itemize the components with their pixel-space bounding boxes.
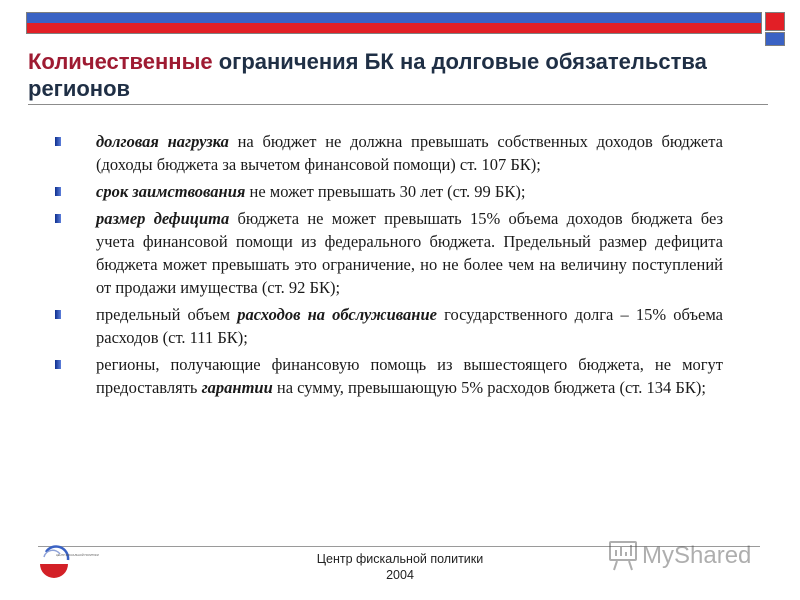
list-item bbox=[55, 207, 723, 299]
footer-org: Центр фискальной политики bbox=[316, 552, 484, 566]
bullet-text bbox=[96, 207, 723, 299]
bullet-lead: регионы, получающие финансовую помощь из вышестоящего бюджета, не могут предоставлять bbox=[96, 355, 723, 397]
bullet-emphasis: гарантии bbox=[201, 378, 273, 397]
logo-caption: ЦЕНТР ФИСКАЛЬНОЙ ПОЛИТИКИ bbox=[56, 554, 99, 557]
bullet-emphasis: размер дефицита bbox=[96, 209, 230, 228]
bullet-body: на бюджет не должна превышать собственных доходов бюджета (доходы бюджета за вычетом финансовой помощи) ст. 107 БК); bbox=[96, 132, 723, 174]
title-rest: ограничения БК на долговые обязательства регионов bbox=[28, 49, 707, 101]
bullet-lead: предельный объем bbox=[96, 305, 238, 324]
bullet-body: на сумму, превышающую 5% расходов бюджета (ст. 134 БК); bbox=[272, 378, 706, 397]
bullet-body: бюджета не может превышать 15% объема доходов бюджета без учета финансовой помощи из федерального бюджета. Предельный размер дефицита бюджета может превышать это ограничение, но не более чем на величину поступлений от продажи имущества (ст. 92 БК); bbox=[96, 209, 723, 297]
bullet-emphasis: расходов на обслуживание bbox=[237, 305, 437, 324]
bullet-marker-icon bbox=[55, 214, 61, 223]
list-item bbox=[55, 303, 723, 349]
bullet-list bbox=[55, 130, 723, 403]
bullet-text bbox=[96, 180, 723, 203]
watermark-text: MyShared bbox=[642, 542, 752, 569]
bullet-marker-icon bbox=[55, 187, 61, 196]
bullet-text bbox=[96, 303, 723, 349]
list-item bbox=[55, 353, 723, 399]
bullet-body: государственного долга – 15% объема расходов (ст. 111 БК); bbox=[96, 305, 723, 347]
list-item bbox=[55, 180, 723, 203]
bullet-text bbox=[96, 130, 723, 176]
top-corner-blue-block bbox=[765, 32, 785, 46]
watermark-logo bbox=[608, 536, 768, 576]
slide-title bbox=[28, 48, 728, 102]
top-decorative-band bbox=[26, 12, 762, 34]
bullet-emphasis: срок заимствования bbox=[96, 182, 246, 201]
bullet-marker-icon bbox=[55, 310, 61, 319]
footer-year: 2004 bbox=[386, 568, 414, 582]
bullet-emphasis: долговая нагрузка bbox=[96, 132, 229, 151]
fiscal-center-logo bbox=[38, 548, 99, 578]
title-divider bbox=[28, 104, 768, 105]
title-accent-word: Количественные bbox=[28, 49, 213, 74]
bullet-text bbox=[96, 353, 723, 399]
bullet-marker-icon bbox=[55, 360, 61, 369]
bullet-marker-icon bbox=[55, 137, 61, 146]
top-corner-red-block bbox=[765, 12, 785, 31]
bullet-body: не может превышать 30 лет (ст. 99 БК); bbox=[245, 182, 526, 201]
footer-text bbox=[250, 551, 550, 583]
list-item bbox=[55, 130, 723, 176]
